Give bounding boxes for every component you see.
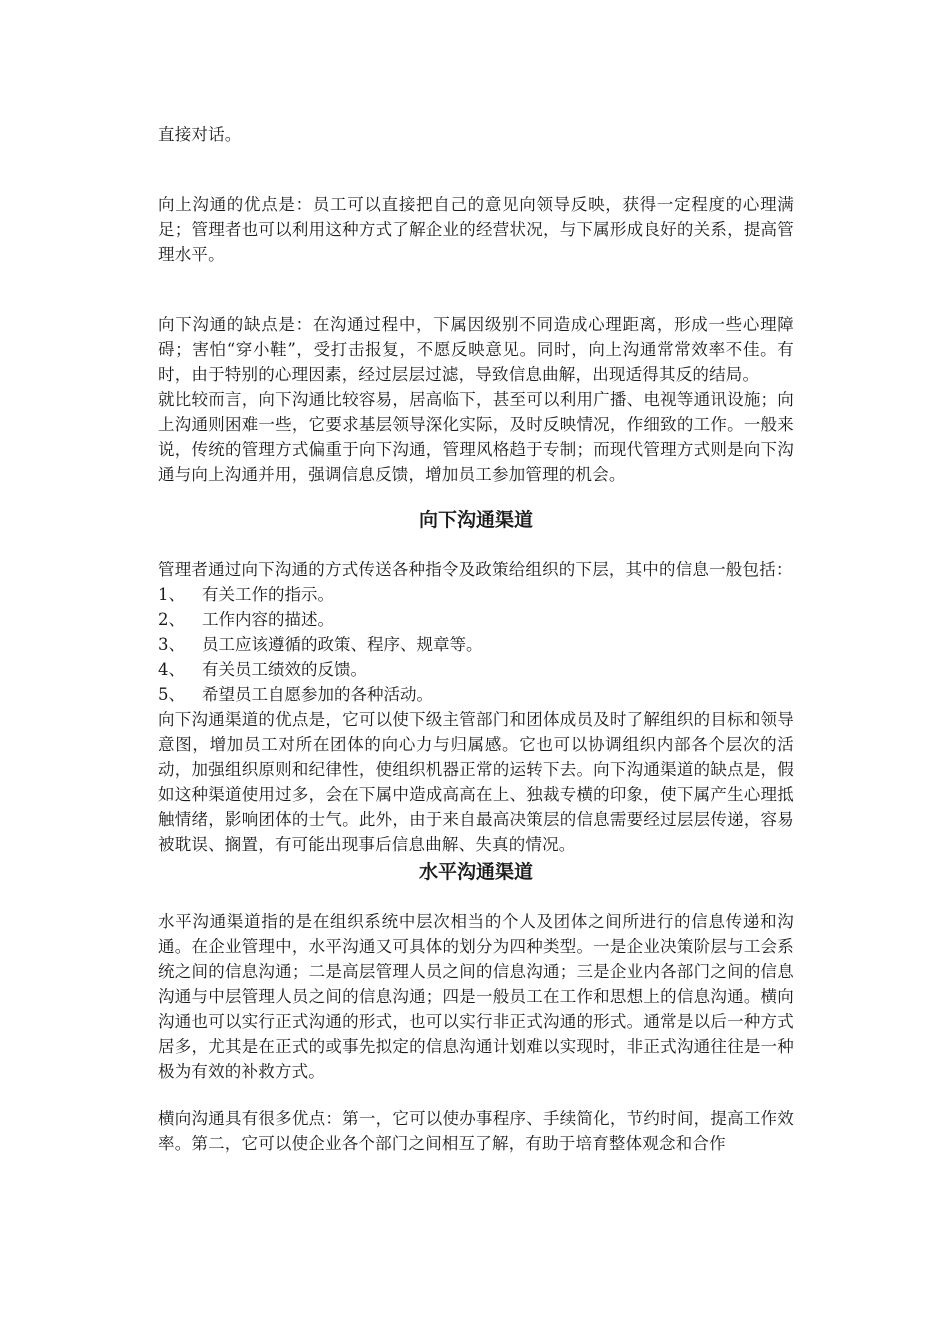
paragraph-upward-advantages: 向上沟通的优点是：员工可以直接把自己的意见向领导反映，获得一定程度的心理满足；管理者也可以利用这种方式了解企业的经营状况，与下属形成良好的关系，提高管理水平。: [158, 195, 794, 264]
paragraph-downward-intro: 管理者通过向下沟通的方式传送各种指令及政策给组织的下层，其中的信息一般包括：: [158, 560, 793, 579]
list-text: 工作内容的描述。: [202, 610, 334, 629]
list-text: 希望员工自愿参加的各种活动。: [202, 685, 433, 704]
list-text: 有关员工绩效的反馈。: [202, 660, 367, 679]
list-text: 员工应该遵循的政策、程序、规章等。: [202, 635, 483, 654]
list-number: 4、: [158, 660, 185, 679]
list-number: 3、: [158, 635, 185, 654]
paragraph-downward-channel-body: 向下沟通渠道的优点是，它可以使下级主管部门和团体成员及时了解组织的目标和领导意图，增加员工对所在团体的向心力与归属感。它也可以协调组织内部各个层次的活动，加强组织原则和纪律性，使组织机器正常的运转下去。向下沟通渠道的缺点是，假如这种渠道使用过多，会在下属中造成高高在上、独裁专横的印象，使下属产生心理抵触情绪，影响团体的士气。此外，由于来自最高决策层的信息需要经过层层传递，容易被耽误、搁置，有可能出现事后信息曲解、失真的情况。: [158, 710, 794, 854]
spacer: [158, 1084, 794, 1106]
list-number: 5、: [158, 685, 185, 704]
paragraph-comparison: 就比较而言，向下沟通比较容易，居高临下，甚至可以利用广播、电视等通讯设施；向上沟通则困难一些，它要求基层领导深化实际，及时反映情况，作细致的工作。一般来说，传统的管理方式偏重于向下沟通，管理风格趋于专制；而现代管理方式则是向下沟通与向上沟通并用，强调信息反馈，增加员工参加管理的机会。: [158, 390, 794, 484]
list-item: [158, 657, 794, 682]
heading-downward-channel: 向下沟通渠道: [418, 509, 533, 531]
spacer: [158, 267, 794, 312]
document-content: [158, 122, 794, 1156]
paragraph-direct-dialogue: 直接对话。: [158, 125, 242, 144]
list-text: 有关工作的指示。: [202, 585, 334, 604]
list-item: [158, 632, 794, 657]
list-number: 2、: [158, 610, 185, 629]
list-number: 1、: [158, 585, 185, 604]
heading-horizontal-channel: 水平沟通渠道: [418, 861, 533, 883]
paragraph-horizontal-advantages: 横向沟通具有很多优点：第一，它可以使办事程序、手续简化，节约时间，提高工作效率。第二，它可以使企业各个部门之间相互了解，有助于培育整体观念和合作: [158, 1109, 794, 1153]
paragraph-horizontal-channel-body: 水平沟通渠道指的是在组织系统中层次相当的个人及团体之间所进行的信息传递和沟通。在企业管理中，水平沟通又可具体的划分为四种类型。一是企业决策阶层与工会系统之间的信息沟通；二是高层管理人员之间的信息沟通；三是企业内各部门之间的信息沟通与中层管理人员之间的信息沟通；四是一般员工在工作和思想上的信息沟通。横向沟通也可以实行正式沟通的形式，也可以实行非正式沟通的形式。通常是以后一种方式居多，尤其是在正式的或事先拟定的信息沟通计划难以实现时，非正式沟通往往是一种极为有效的补救方式。: [158, 912, 794, 1081]
paragraph-downward-disadvantages: 向下沟通的缺点是：在沟通过程中，下属因级别不同造成心理距离，形成一些心理障碍；害怕“穿小鞋”，受打击报复，不愿反映意见。同时，向上沟通常常效率不佳。有时，由于特别的心理因素，经过层层过滤，导致信息曲解，出现适得其反的结局。: [158, 315, 794, 384]
downward-info-list: [158, 582, 794, 707]
list-item: [158, 607, 794, 632]
list-item: [158, 582, 794, 607]
spacer: [158, 147, 794, 192]
list-item: [158, 682, 794, 707]
